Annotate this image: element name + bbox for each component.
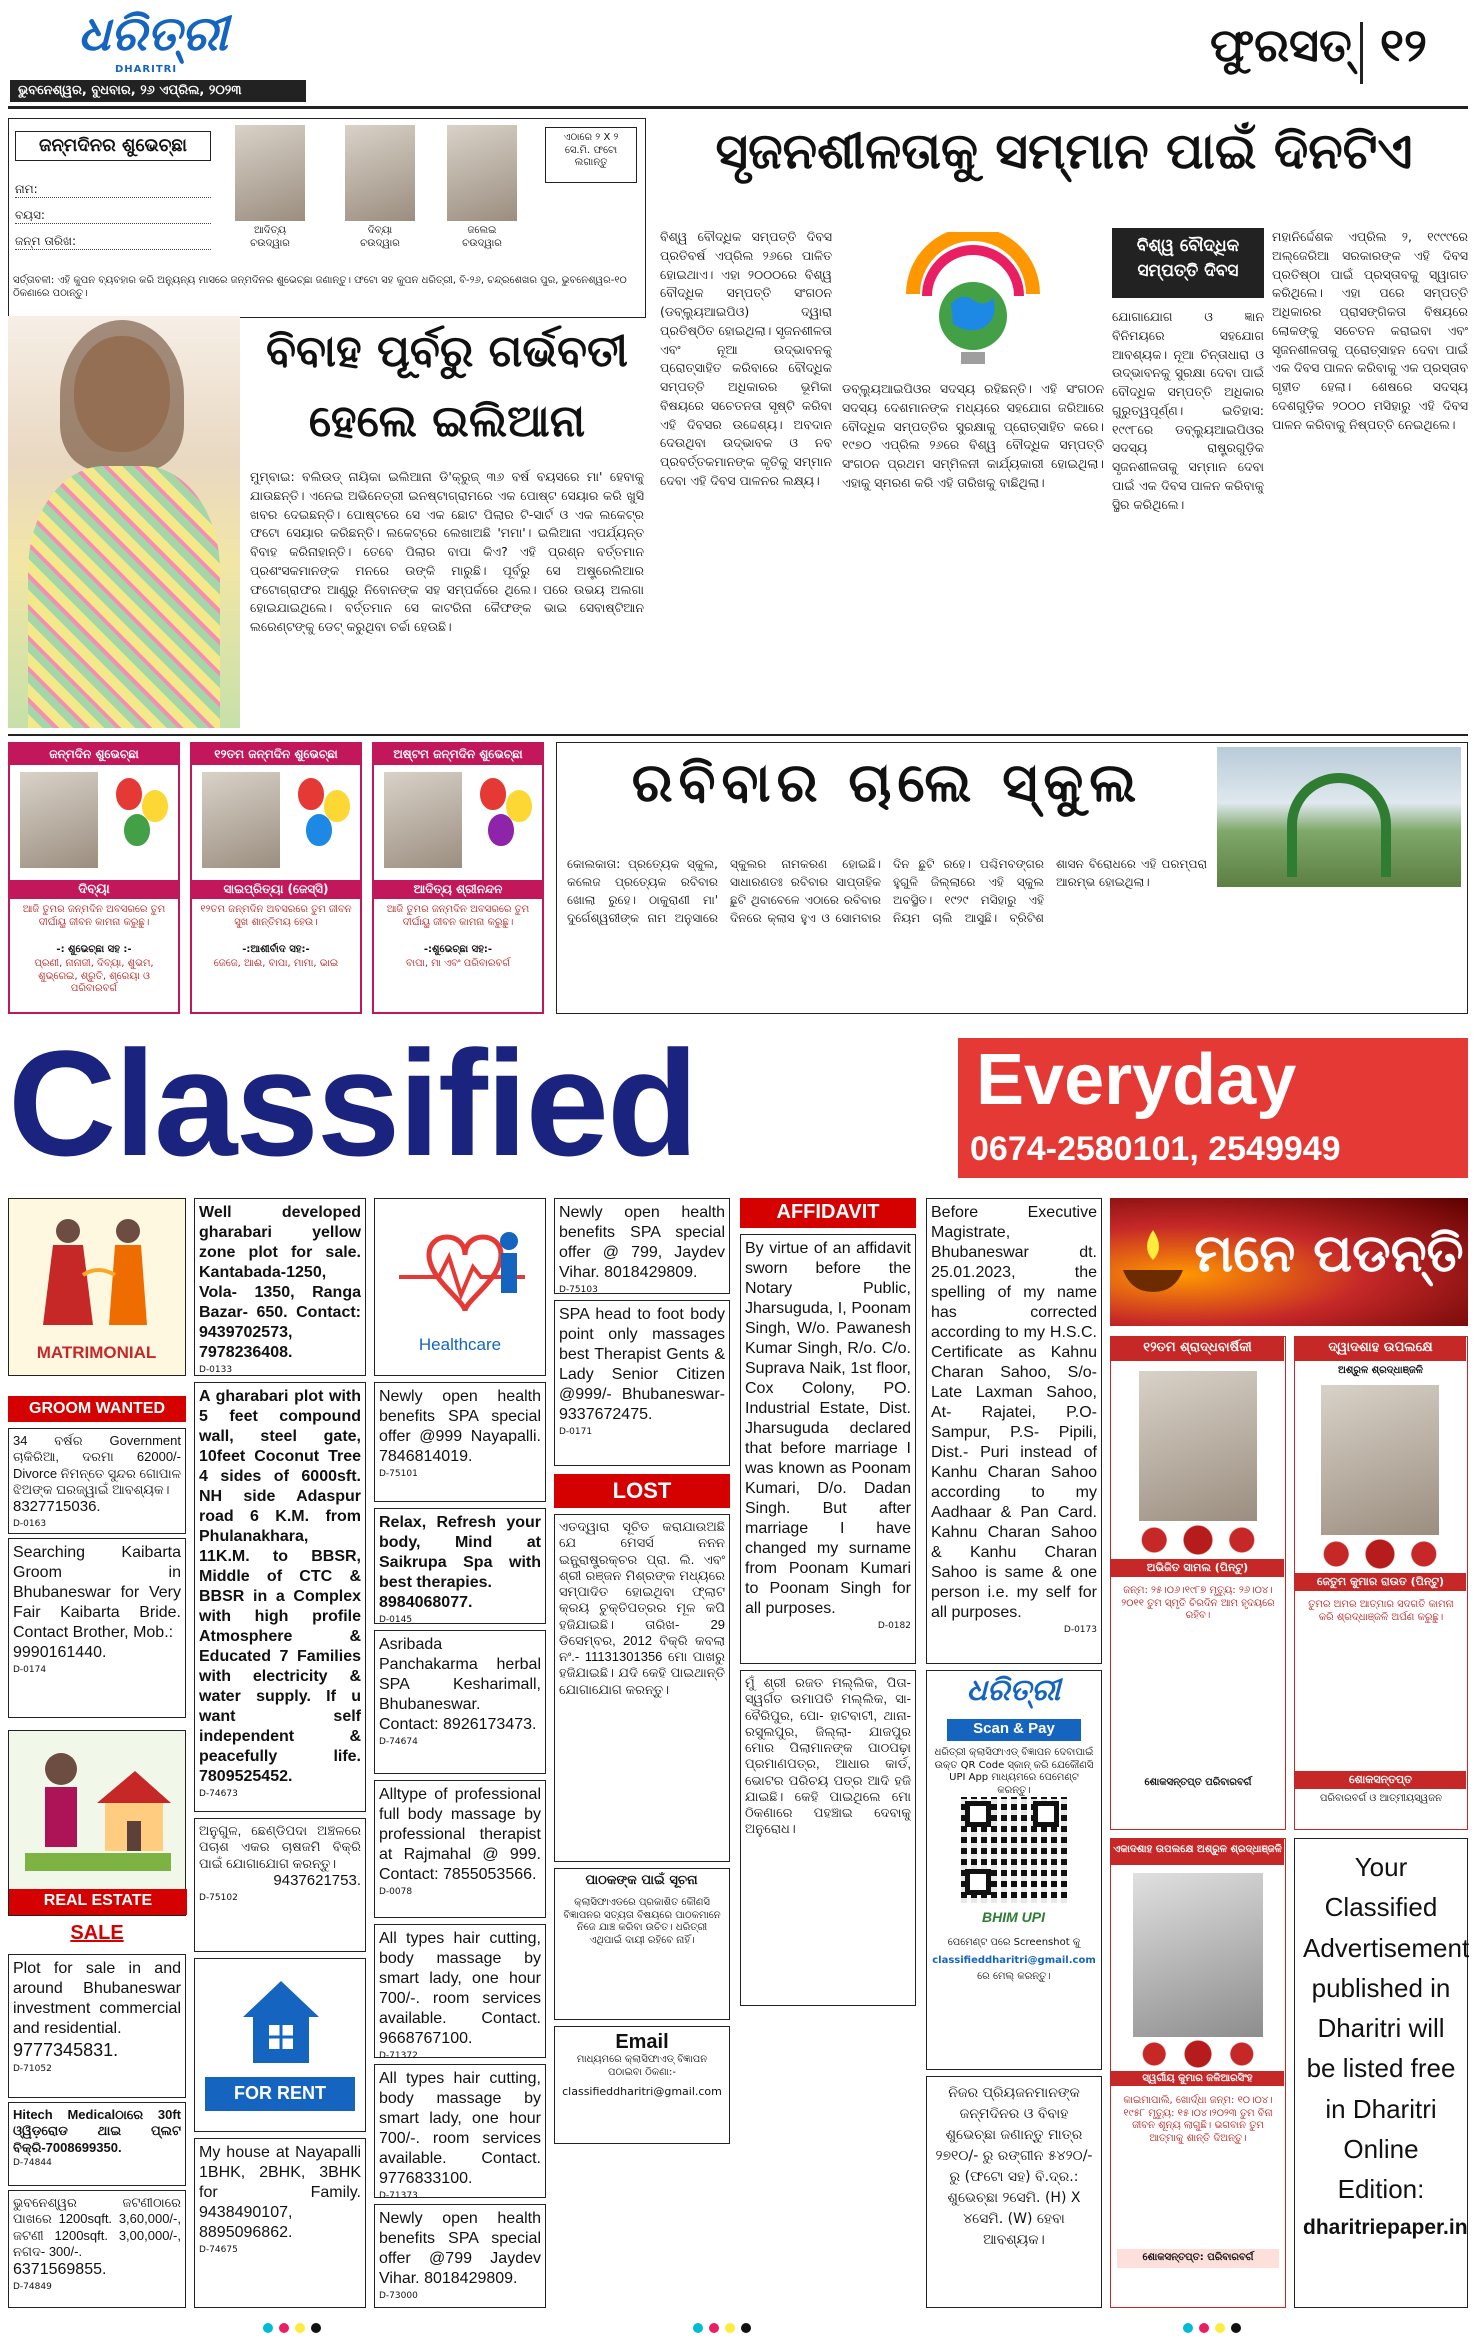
email-title: Email bbox=[615, 2031, 669, 2053]
for-rent-box bbox=[194, 1958, 366, 2132]
kid-name: ଆଦିତ୍ୟ bbox=[254, 225, 286, 236]
ad-code: D-71372 bbox=[379, 2051, 418, 2061]
balloon-icon bbox=[298, 778, 324, 810]
ad-code: D-75103 bbox=[559, 1285, 598, 1295]
card-from-label: -: ଶୁଭେଚ୍ଛା ସହ :- bbox=[56, 944, 132, 955]
classified-title: Classified bbox=[8, 1019, 697, 1187]
ad-text: A gharabari plot with 5 feet compound wall, steel gate, 10feet Coconut Tree 4 sides of 6000sft. NH side Adaspur road 6 K.M. from Phulanakhara, 11K.M. to BBSR, Middle of CTC & BBSR in a Complex with high profile Atmosphere & Educated 7 Families with electricity & water supply. If u want self independent & peacefully life. 7809525452. bbox=[199, 1388, 361, 1785]
ad-text: My house at Nayapalli 1BHK, 2BHK, 3BHK for Family. 9438490107, 8895096862. bbox=[199, 2144, 361, 2241]
ad-text: By virtue of an affidavit sworn before the Notary Public, Jharsuguda, I, Poonam Singh, W/o. Pawanesh Kumar Singh, R/o. C/o. Suprava Naik, 1st floor, Cox Colony, PO. Industrial Estate, Dist. Jharsuguda declared that before marriage I was known as Poonam Kumari, D/o. Dadan Singh. But after marriage I have changed my surname from Poonam Kumari to Poonam Singh for all purposes. bbox=[745, 1240, 911, 1617]
card-photo bbox=[384, 772, 462, 868]
kid-photo bbox=[447, 125, 517, 221]
form-title: ଜନ୍ମଦିନର ଶୁଭେଚ୍ଛା bbox=[15, 131, 211, 161]
card-from: ପ୍ରଣୀ, ନାନାଜୀ, ଦିବ୍ୟା, ଶୁଭମ, ଶୁଭ୍ରେଇ, ଶ୍ରୁତି, ଶ୍ରେୟା ଓ ପରିବାରବର୍ଗ bbox=[34, 958, 154, 994]
section-rule bbox=[8, 734, 1468, 736]
ad-phone: 6371569855. bbox=[13, 2261, 107, 2278]
ad-code: D-0173 bbox=[1063, 1625, 1097, 1635]
card-from: ଜେଜେ, ଆଈ, ବାପା, ମାମା, ଭାଇ bbox=[213, 958, 339, 969]
ad-text: Newly open health benefits SPA special offer @799 Jaydev Vihar. 8018429809. bbox=[379, 2210, 541, 2287]
classified-ad bbox=[194, 1818, 366, 1952]
school-gate-photo bbox=[1217, 747, 1461, 887]
classified-ad bbox=[374, 1924, 546, 2061]
scan-pay-box bbox=[926, 1670, 1102, 2070]
ad-text: 34 ବର୍ଷର Government ଚାକିରିଆ, ଦରମା 62000/- Divorce ନିମନ୍ତେ ସୁନ୍ଦର ଗୋପାଳ ଝିଅଙ୍କ ଘରଜ୍ୱାଇଁ ଆବଶ୍ୟକ। bbox=[13, 1433, 181, 1497]
kid-place: ଚଉଦ୍ୱାର bbox=[360, 238, 400, 249]
card-from-label: -:ଆଶୀର୍ବାଦ ସହ:- bbox=[242, 944, 310, 955]
ad-code: D-0171 bbox=[559, 1427, 593, 1437]
ad-text: Before Executive Magistrate, Bhubaneswar dt. 25.01.2023, the spelling of my name has corrected according to my H.S.C. Certificate as Kahnu Charan Sahoo, S/o- Late Laxman Sahoo, At- Rajatei, P.O- Sampur, P.S- Pipili, Dist.- Puri instead of Kanhu Charan Sahoo according to my Aadhaar & Pan Card. Kahnu Charan Sahoo & Kanhu Charan Sahoo is same & one person i.e. my self for all purposes. bbox=[931, 1204, 1097, 1621]
scan-title: Scan & Pay bbox=[947, 1719, 1081, 1741]
ad-code: D-0182 bbox=[877, 1621, 911, 1631]
card-photo bbox=[202, 772, 280, 868]
ileana-photo bbox=[8, 316, 240, 728]
classified-ad bbox=[374, 1382, 546, 1502]
obituary-card bbox=[1294, 1336, 1468, 1830]
card-message: ୧୨ତମ ଜନ୍ମଦିନ ଅବସରରେ ତୁମ ଜୀବନ ସୁଖ ଶାନ୍ତିମୟ ହେଉ। bbox=[200, 904, 352, 928]
ad-text: Well developed gharabari yellow zone plot for sale. Kantabada-1250, Vola- 1350, Ranga Bazar- 650. Contact: 9439702573, 7978236408. bbox=[199, 1204, 361, 1361]
ad-code: D-0163 bbox=[13, 1518, 47, 1529]
healthcare-box bbox=[374, 1198, 546, 1376]
ad-phone: 9437621753. bbox=[273, 1871, 361, 1889]
ad-code: D-0145 bbox=[379, 1615, 413, 1625]
classified-ad bbox=[194, 1198, 366, 1376]
obituary-card bbox=[1110, 1336, 1286, 1830]
kid-place: ଚଉଦ୍ୱାର bbox=[250, 238, 290, 249]
form-field-dob[interactable]: ଜନ୍ମ ତାରିଖ: bbox=[15, 233, 211, 250]
mane-padanti-title: ମନେ ପଡନ୍ତି bbox=[1194, 1224, 1464, 1284]
obituary-name: ଜେତୁମ କୁମାର ରାଉତ (ପିନ୍ଟୁ) bbox=[1295, 1573, 1466, 1591]
ad-code: D-74675 bbox=[199, 2245, 238, 2255]
kid-photo bbox=[235, 125, 305, 221]
sunday-school-headline: ରବିବାର ଚାଲେ ସ୍କୁଲ bbox=[631, 751, 1143, 814]
ad-text: Asribada Panchakarma herbal SPA Kesharimall, Bhubaneswar. Contact: 8926173473. bbox=[379, 1636, 541, 1733]
balloon-icon bbox=[124, 814, 150, 846]
obituary-from: ଶୋକସନ୍ତପ୍ତ ପରିବାରବର୍ଗ bbox=[1144, 1777, 1252, 1788]
dharitri-logo: ଧରିତ୍ରୀ bbox=[78, 6, 228, 62]
scan-instructions: ଧରିତ୍ରୀ କ୍ଲାସିଫାଏଡ୍ ବିଜ୍ଞାପନ ଦେବାପାଇଁ ଉକ୍ତ QR Code ସ୍କାନ୍ କରି ଯେକୌଣସି UPI App ମାଧ୍ୟମରେ ପେମେଣ୍ଟ କରନ୍ତୁ। bbox=[934, 1747, 1094, 1796]
ip-article-col2: ଡବ୍ଲ୍ୟୁଆଇପିଓର ସଦସ୍ୟ ରହିଛନ୍ତି। ଏହି ସଂଗଠନ ସଦସ୍ୟ ଦେଶମାନଙ୍କ ମଧ୍ୟରେ ସହଯୋଗ ଜରିଆରେ ବୌଦ୍ଧିକ ସମ୍ପତ୍ତିର ସୁରକ୍ଷାକୁ ପ୍ରୋତ୍ସାହିତ କରେ। ୧୯୭୦ ଏପ୍ରିଲ ୨୬ରେ ବିଶ୍ୱ ବୌଦ୍ଧିକ ସମ୍ପତ୍ତି ସଂଗଠନ ପ୍ରଥମ ସମ୍ମିଳନୀ କାର୍ଯ୍ୟକାରୀ ହୋଇଥିଲା। ଏହାକୁ ସ୍ମରଣ କରି ଏହି ତାରିଖକୁ ବାଛିଥିଲା। bbox=[842, 381, 1104, 490]
email-notice bbox=[554, 2026, 730, 2144]
ileana-article: ମୁମ୍ବାଇ: ବଲିଉଡ୍ ନାୟିକା ଇଲିଆନା ଡି'କ୍ରୁଜ୍ ୩୬ ବର୍ଷ ବୟସରେ ମା' ହେବାକୁ ଯାଉଛନ୍ତି। ଏନେଇ ଅଭିନେତ୍ରୀ ଇନଷ୍ଟାଗ୍ରାମରେ ଏକ ପୋଷ୍ଟ ସେୟାର କରି ଖୁସି ଖବର ଦେଇଛନ୍ତି। ପୋଷ୍ଟରେ ସେ ଏକ ଛୋଟ ପିଲାର ଟି-ସାର୍ଟ ଓ ଏକ ଲକେଟ୍‌ର ଫଟୋ ସେୟାର କରିଛନ୍ତି। ଲକେଟ୍‌ରେ ଲେଖାଅଛି 'ମମା'। ଇଲିଆନା ଏପର୍ଯ୍ୟନ୍ତ ବିବାହ କରିନାହାନ୍ତି। ତେବେ ପିଲାର ବାପା କିଏ? ଏହି ପ୍ରଶ୍ନ ବର୍ତ୍ତମାନ ପ୍ରଶଂସକମାନଙ୍କ ମନରେ ଉଙ୍କି ମାରୁଛି। ପୂର୍ବରୁ ସେ ଅଷ୍ଟ୍ରେଲିଆର ଫଟୋଗ୍ରାଫର ଆଣ୍ଡ୍ରୁ ନିବୋନଙ୍କ ସହ ସମ୍ପର୍କରେ ଥିଲେ। ପରେ ଉଭୟ ଅଲଗା ହୋଇଯାଇଥିଲେ। ବର୍ତ୍ତମାନ ସେ କାଟରିନା କୈଫଙ୍କ ଭାଇ ସେବାଷ୍ଟିଆନ ଲରେଣ୍ଟଙ୍କୁ ଡେଟ୍ କରୁଥିବା ଚର୍ଚ୍ଚା ହେଉଛି। bbox=[250, 469, 644, 634]
ad-code: D-0174 bbox=[13, 1665, 47, 1675]
diya-lamp-icon bbox=[1118, 1224, 1188, 1304]
email-address[interactable]: classifieddharitri@gmail.com bbox=[562, 2085, 722, 2098]
ad-phone: 9990161440. bbox=[13, 1644, 107, 1661]
card-photo bbox=[20, 772, 98, 868]
kid-name: ଦିବ୍ୟା bbox=[367, 225, 393, 236]
scan-footer-2: ରେ ମେଲ୍ କରନ୍ତୁ। bbox=[977, 1971, 1051, 1982]
ileana-headline-2: ହେଲେ ଇଲିଆନା bbox=[308, 396, 586, 447]
reader-notice bbox=[554, 1868, 730, 2020]
obituary-subtitle: ଅଶ୍ରୁଳ ଶ୍ରଦ୍ଧାଞ୍ଜଳି bbox=[1338, 1365, 1423, 1376]
classified-ad bbox=[8, 1538, 186, 1718]
card-name: ସାଇପ୍ରିତ୍ୟା (ଜେସ୍ସି) bbox=[192, 880, 360, 899]
ad-text: Plot for sale in and around Bhubaneswar investment commercial and residential. bbox=[13, 1960, 181, 2037]
qr-code[interactable] bbox=[961, 1797, 1067, 1903]
color-registration-marks bbox=[260, 2318, 324, 2337]
masthead bbox=[0, 0, 1476, 110]
ip-article-col1: ବିଶ୍ୱ ବୌଦ୍ଧିକ ସମ୍ପତ୍ତି ଦିବସ ପ୍ରତିବର୍ଷ ଏପ୍ରିଲ ୨୬ରେ ପାଳିତ ହୋଇଥାଏ। ଏହା ୨୦୦୦ରେ ବିଶ୍ୱ ବୌଦ୍ଧିକ ସମ୍ପତ୍ତି ସଂଗଠନ (ଡବ୍ଲ୍ୟୁଆଇପିଓ) ଦ୍ୱାରା ପ୍ରତିଷ୍ଠିତ ହୋଇଥିଲା। ସୃଜନଶୀଳତା ଏବଂ ନୂଆ ଉଦ୍ଭାବନକୁ ପ୍ରୋତ୍ସାହିତ କରିବାରେ ବୌଦ୍ଧିକ ସମ୍ପତ୍ତି ଅଧିକାରର ଭୂମିକା ବିଷୟରେ ସଚେତନତା ସୃଷ୍ଟି କରିବା ଏହି ଦିବସର ଉଦ୍ଦେଶ୍ୟ। ଅବଦାନ ଦେଉଥିବା ଉଦ୍ଭାବକ ଓ ନବ ପ୍ରବର୍ତ୍ତକମାନଙ୍କ କୃତିକୁ ସମ୍ମାନ ଦେବା ଏହି ଦିବସ ପାଳନର ଲକ୍ଷ୍ୟ। bbox=[660, 229, 832, 488]
balloon-icon bbox=[488, 814, 514, 846]
divider bbox=[1360, 22, 1363, 84]
classified-ad bbox=[374, 1780, 546, 1918]
healthcare-label: Healthcare bbox=[418, 1335, 502, 1354]
wedding-couple-icon bbox=[23, 1205, 173, 1335]
obituary-title: ଏକାଦଶାହ ଉପଲକ୍ଷେ ଅଶ୍ରୁଳ ଶ୍ରଦ୍ଧାଞ୍ଜଳି bbox=[1111, 1839, 1284, 1865]
for-rent-label: FOR RENT bbox=[205, 2077, 355, 2111]
ad-text: ଏତଦ୍ୱାରା ସୂଚିତ କରାଯାଉଅଛି ଯେ ମେସର୍ସ ନନନ ଇନ୍ଫ୍ରାଷ୍ଟ୍ରକ୍ଚର ପ୍ରା. ଲି. ଏବଂ ଶ୍ରୀ ରଞ୍ଜନ ମିଶ୍ରଙ୍କ ମଧ୍ୟରେ ସମ୍ପାଦିତ ହୋଇଥିବା ଫ୍ଲାଟ କ୍ରୟ ଚୁକ୍ତିପତ୍ରର ମୂଳ କପି ହଜିଯାଇଛି। ତାରିଖ- 29 ଡିସେମ୍ବର, 2012 ବିକ୍ରି କବଲା ନଂ.- 11131301356 ମୋ ପାଖରୁ ହଜିଯାଇଛି। ଯଦି କେହି ପାଇଥାନ୍ତି ଯୋଗାଯୋଗ କରନ୍ତୁ। bbox=[559, 1519, 725, 1697]
card-from: ବାପା, ମା ଏବଂ ପରିବାରବର୍ଗ bbox=[406, 958, 510, 969]
kid-place: ଚଉଦ୍ୱାର bbox=[462, 238, 502, 249]
ad-text: SPA head to foot body point only massages best Therapist Gents & Lady Senior Citizen @999/- Bhubaneswar- 9337672475. bbox=[559, 1306, 725, 1423]
card-message: ଆଜି ତୁମର ଜନ୍ମଦିନ ଅବସରରେ ତୁମ ଦୀର୍ଘାୟୁ ଜୀବନ କାମନା କରୁଛୁ। bbox=[22, 904, 166, 928]
notice-title: ପାଠକଙ୍କ ପାଇଁ ସୂଚନା bbox=[585, 1873, 698, 1888]
ad-phone: 8984068077. bbox=[379, 1594, 473, 1611]
birthday-card bbox=[8, 742, 180, 1014]
ad-code: D-75102 bbox=[199, 1892, 238, 1903]
ad-text: ମୁଁ ଶ୍ରୀ ରଜତ ମଲ୍ଲିକ, ପିତା- ସ୍ୱର୍ଗତ ଉମାପତି ମଲ୍ଲିକ, ସା- ବୈରିପୁର, ପୋ- ହାଟବାଟୀ, ଥାନା- ରସୁଲପୁର, ଜିଲ୍ଲା- ଯାଜପୁର ମୋର ପିଲାମାନଙ୍କ ପାଠପଢ଼ା ପ୍ରମାଣପତ୍ର, ଆଧାର କାର୍ଡ, ଭୋଟର ପରିଚୟ ପତ୍ର ଆଦି ହଜି ଯାଇଛି। କେହି ପାଇଥିଲେ ମୋ ଠିକଣାରେ ପହଞ୍ଚାଇ ଦେବାକୁ ଅନୁରୋଧ। bbox=[745, 1675, 911, 1837]
obituary-from: ପରିବାରବର୍ଗ ଓ ଆତ୍ମୀୟସ୍ୱଜନ bbox=[1319, 1793, 1443, 1804]
birthday-card bbox=[372, 742, 544, 1014]
ad-code: D-0078 bbox=[379, 1887, 413, 1897]
card-title: ଜନ୍ମଦିନ ଶୁଭେଚ୍ଛା bbox=[10, 744, 178, 765]
online-website[interactable]: dharitriepaper.in bbox=[1303, 2215, 1468, 2239]
classified-ad bbox=[8, 1428, 186, 1534]
groom-wanted-title: GROOM WANTED bbox=[8, 1396, 186, 1422]
classified-ad bbox=[374, 1630, 546, 1774]
birthday-form bbox=[8, 118, 646, 318]
obituary-name: ସ୍ୱର୍ଗୀୟ କୁମାର ଜଳିଆରସିଂହ bbox=[1111, 2071, 1284, 2086]
card-title: ଅଷ୍ଟମ ଜନ୍ମଦିନ ଶୁଭେଚ୍ଛା bbox=[374, 744, 542, 765]
rose-icon bbox=[1125, 1523, 1271, 1557]
form-terms: ସର୍ତ୍ତାବଳୀ: ଏହି କୁପନ ବ୍ୟବହାର କରି ଅନ୍ୟୁନ୍ୟ ମାସରେ ଜନ୍ମଦିନର ଶୁଭେଚ୍ଛା ଜଣାନ୍ତୁ। ଫଟୋ ସହ କୁପନ ଧରିତ୍ରୀ, ବି-୨୬, ଚନ୍ଦ୍ରଶେଖର ପୁର, ଭୁବନେଶ୍ୱର-୧୦ ଠିକଣାରେ ପଠାନ୍ତୁ। bbox=[13, 275, 627, 299]
scan-email[interactable]: classifieddharitri@gmail.com bbox=[932, 1955, 1096, 1966]
online-notice-text: Your Classified Advertisement published in Dharitri will be listed free in Dharitri Online Edition: bbox=[1303, 1852, 1470, 2205]
card-title: ୧୨ତମ ଜନ୍ମଦିନ ଶୁଭେଚ୍ଛା bbox=[192, 744, 360, 765]
lost-title: LOST bbox=[554, 1474, 730, 1508]
ad-text: Newly open health benefits SPA special offer @ 799, Jaydev Vihar. 8018429809. bbox=[559, 1204, 725, 1281]
main-headline: ସୃଜନଶୀଳତାକୁ ସମ୍ମାନ ପାଇଁ ଦିନଟିଏ bbox=[715, 122, 1413, 180]
rate-text: ନିଜର ପ୍ରିୟଜନମାନଙ୍କ ଜନ୍ମଦିନର ଓ ବିବାହ ଶୁଭେଚ୍ଛା ଜଣାନ୍ତୁ ମାତ୍ର ୨୭୧୦/- ରୁ ରଙ୍ଗୀନ ୫୪୨୦/- ରୁ (ଫଟୋ ସହ) ବି.ଦ୍ର.: ଶୁଭେଚ୍ଛା ୨ସେମି. (H) X ୪ସେମି. (W) ହେବା ଆବଶ୍ୟକ। bbox=[935, 2085, 1093, 2248]
rate-notice bbox=[926, 2076, 1102, 2308]
bhim-upi-logo: BHIM UPI bbox=[982, 1909, 1045, 1925]
ad-code: D-71052 bbox=[13, 2063, 52, 2074]
section-title: ଫୁରସତ୍ bbox=[1210, 18, 1352, 72]
obituary-body: କାଇମାପାଲି, ଖୋର୍ଦ୍ଧା ଜନ୍ମ: ୧୦।୦୪।୧୯୫୮ ମୃତ୍ୟୁ: ୧୫।୦୪।୨୦୨୩ ତୁମ ବିନା ଜୀବନ ଶୂନ୍ୟ ଲାଗୁଛି। ଭଗବାନ ତୁମ ଆତ୍ମାକୁ ଶାନ୍ତି ଦିଅନ୍ତୁ। bbox=[1123, 2095, 1273, 2144]
balloon-icon bbox=[116, 778, 142, 810]
notice-body: କ୍ଲାସିଫାଏଡରେ ପ୍ରକାଶିତ କୌଣସି ବିଜ୍ଞାପନର ସତ୍ୟତା ବିଷୟରେ ପାଠକମାନେ ନିଜେ ଯାଞ୍ଚ କରିବା ଉଚିତ। ଧରିତ୍ରୀ ଏଥିପାଇଁ ଦାୟୀ ରହିବେ ନାହିଁ। bbox=[563, 1897, 721, 1946]
classified-ad bbox=[554, 1300, 730, 1466]
affidavit-title: AFFIDAVIT bbox=[740, 1198, 916, 1228]
scan-footer: ପେମେଣ୍ଟ ପରେ Screenshot କୁ bbox=[947, 1937, 1081, 1948]
ad-code: D-0133 bbox=[199, 1365, 233, 1375]
ileana-headline-1: ବିବାହ ପୂର୍ବରୁ ଗର୍ଭବତୀ bbox=[266, 326, 628, 377]
kid-photo bbox=[345, 125, 415, 221]
email-instructions: ମାଧ୍ୟମରେ କ୍ଲାସିଫାଏଡ୍ ବିଜ୍ଞାପନ ପଠାଇବା ଠିକଣା:- bbox=[576, 2054, 708, 2078]
classified-ad bbox=[8, 1954, 186, 2098]
mane-padanti-banner bbox=[1110, 1198, 1468, 1326]
classified-ad bbox=[8, 2102, 186, 2186]
real-estate-box bbox=[8, 1730, 186, 1916]
ad-code: D-71373 bbox=[379, 2191, 418, 2201]
ad-code: D-74673 bbox=[199, 1789, 238, 1799]
obituary-photo bbox=[1321, 1385, 1439, 1535]
everyday-title: Everyday bbox=[976, 1040, 1297, 1120]
classified-ad bbox=[740, 1234, 916, 1664]
ad-code: D-74674 bbox=[379, 1737, 418, 1747]
heart-pulse-icon bbox=[389, 1215, 535, 1325]
dharitri-logo-en: DHARITRI bbox=[115, 64, 178, 75]
ad-text: ଭୁବନେଶ୍ୱର ଜଟଣୀଠାରେ ପାଖରେ 1200sqft. 3,60,000/-, ଜଟଣୀ 1200sqft. 3,00,000/-, ନଗଦ- 300/-. bbox=[13, 2195, 181, 2259]
classified-ad bbox=[8, 2190, 186, 2308]
ip-article-col3: ଯୋଗାଯୋଗ ଓ ଜ୍ଞାନ ବିନିମୟରେ ସହଯୋଗ ଆବଶ୍ୟକ। ନୂଆ ଚିନ୍ତାଧାରା ଓ ଉଦ୍ଭାବନକୁ ସୁରକ୍ଷା ଦେବା ପାଇଁ ବୌଦ୍ଧିକ ସମ୍ପତ୍ତି ଅଧିକାର ଗୁରୁତ୍ୱପୂର୍ଣ୍ଣ। ଇତିହାସ: ୧୯୯୮ରେ ଡବ୍ଲ୍ୟୁଆଇପିଓର ସଦସ୍ୟ ରାଷ୍ଟ୍ରଗୁଡ଼ିକ ସୃଜନଶୀଳତାକୁ ସମ୍ମାନ ଦେବା ପାଇଁ ଏକ ଦିବସ ପାଳନ କରିବାକୁ ସ୍ଥିର କରିଥିଲେ। bbox=[1112, 309, 1264, 512]
ad-phone: 8327715036. bbox=[13, 1498, 101, 1515]
ip-article-col4: ମହାନିର୍ଦ୍ଦେଶକ ଏପ୍ରିଲ ୨, ୧୯୯୯ରେ ଅଲ୍ଜେରିଆ ସରକାରଙ୍କ ଏହି ଦିବସ ପ୍ରତିଷ୍ଠା ପାଇଁ ପ୍ରସ୍ତାବକୁ ସ୍ୱାଗତ କରିଥିଲେ। ଏହା ପରେ ସମ୍ପତ୍ତି ଅଧିକାରର ପ୍ରାସଙ୍ଗିକତା ବିଷୟରେ ଲୋକଙ୍କୁ ସଚେତନ କରାଇବା ଏବଂ ସୃଜନଶୀଳତାକୁ ପ୍ରୋତ୍ସାହନ ଦେବା ପାଇଁ ଏକ ଦିବସ ପାଳନ କରିବାକୁ ଏକ ପ୍ରସ୍ତାବ ଗୃହୀତ ହେଲା। ଶେଷରେ ସଦସ୍ୟ ଦେଶଗୁଡ଼ିକ ୨୦୦୦ ମସିହାରୁ ଏହି ଦିବସ ପାଳନ କରିବାକୁ ନିଷ୍ପତ୍ତି ନେଇଥିଲେ। bbox=[1272, 229, 1468, 432]
classified-online-notice bbox=[1294, 1838, 1468, 2308]
card-name: ଆଦିତ୍ୟ ଶ୍ରୀନନ୍ଦନ bbox=[374, 880, 542, 899]
ad-code: D-74844 bbox=[13, 2157, 52, 2168]
birthday-card bbox=[190, 742, 362, 1014]
obituary-from-label: ଶୋକସନ୍ତପ୍ତ bbox=[1295, 1771, 1466, 1789]
obituary-body: ତୁମର ଅମର ଆତ୍ମାର ସଦଗତି କାମନା କରି ଶ୍ରଦ୍ଧାଞ୍ଜଳି ଅର୍ପଣ କରୁଛୁ। bbox=[1308, 1599, 1454, 1623]
masthead-rule bbox=[8, 106, 1468, 109]
rose-icon bbox=[1125, 2039, 1271, 2069]
ad-code: D-73000 bbox=[379, 2291, 418, 2301]
obituary-body: ଜନ୍ମ: ୨୫।୦୬।୧୯୮୭ ମୃତ୍ୟୁ: ୨୬।୦୪।୨୦୧୧ ତୁମ ସ୍ମୃତି ଚିରଦିନ ଆମ ହୃଦୟରେ ରହିବ। bbox=[1121, 1585, 1275, 1621]
obituary-title: ଦ୍ୱାଦଶାହ ଉପଲକ୍ଷେ bbox=[1295, 1337, 1466, 1361]
ad-text: All types hair cutting, body massage by smart lady, one hour 700/-. room services available. Contact. 9668767100. bbox=[379, 1930, 541, 2047]
obituary-photo bbox=[1133, 1873, 1263, 2037]
obituary-title: ୧୨ତମ ଶ୍ରାଦ୍ଧବାର୍ଷିକୀ bbox=[1111, 1337, 1284, 1361]
balloon-icon bbox=[306, 814, 332, 846]
house-agent-icon bbox=[25, 1741, 171, 1881]
photo-placeholder[interactable]: ଏଠାରେ ୨ X ୨ ସେ.ମି. ଫଟୋ ଲଗାନ୍ତୁ bbox=[545, 127, 637, 183]
ad-code: D-75101 bbox=[379, 1469, 418, 1479]
ad-text: Newly open health benefits SPA special offer @999 Nayapalli. 7846814019. bbox=[379, 1388, 541, 1465]
ip-day-label: ବିଶ୍ୱ ବୌଦ୍ଧିକ ସମ୍ପତ୍ତି ଦିବସ bbox=[1112, 228, 1264, 298]
obituary-card bbox=[1110, 1838, 1286, 2308]
ip-day-graphic bbox=[842, 232, 1104, 372]
ad-text: ଅନୁଗୁଳ, ଛେଣ୍ଡିପଦା ଅଞ୍ଚଳରେ ପଚାଶ ଏକର ଚାଷଜମି ବିକ୍ରି ପାଇଁ ଯୋଗାଯୋଗ କରନ୍ତୁ। bbox=[199, 1823, 361, 1871]
color-registration-marks bbox=[690, 2318, 754, 2337]
classified-ad bbox=[554, 1198, 730, 1294]
classified-banner bbox=[8, 1019, 1468, 1188]
card-from-label: -:ଶୁଭେଚ୍ଛା ସହ:- bbox=[423, 944, 493, 955]
card-message: ଆଜି ତୁମର ଜନ୍ମଦିନ ଅବସରରେ ତୁମ ଦୀର୍ଘାୟୁ ଜୀବନ କାମନା କରୁଛୁ। bbox=[386, 904, 530, 928]
rose-icon bbox=[1307, 1537, 1453, 1571]
ad-text: Hitech Medicalଠାରେ 30ft ଓ୍ୱିଡ଼ରୋଡ ଥାଇ ପ୍ଲଟ ବିକ୍ରି-7008699350. bbox=[13, 2107, 181, 2155]
sale-title: SALE bbox=[70, 1922, 124, 1944]
dateline: ଭୁବନେଶ୍ୱର, ବୁଧବାର, ୨୬ ଏପ୍ରିଲ, ୨୦୨୩ bbox=[10, 80, 306, 102]
classified-ad bbox=[554, 1514, 730, 1862]
obituary-name: ଅଭିଜିତ ସାମଲ (ପିନ୍ଟୁ) bbox=[1111, 1559, 1284, 1577]
scan-logo: ଧରିତ୍ରୀ bbox=[966, 1673, 1061, 1708]
ad-text: Searching Kaibarta Groom in Bhubaneswar for Very Fair Kaibarta Bride. Contact Brother, Mob.: bbox=[13, 1544, 181, 1641]
balloon-icon bbox=[324, 790, 350, 822]
real-estate-label: REAL ESTATE bbox=[9, 1889, 187, 1915]
ad-text: Relax, Refresh your body, Mind at Saikrupa Spa with best therapies. bbox=[379, 1514, 541, 1591]
balloon-icon bbox=[142, 790, 168, 822]
ad-code: D-74849 bbox=[13, 2282, 52, 2292]
classified-ad bbox=[374, 2064, 546, 2201]
form-field-age[interactable]: ବୟସ: bbox=[15, 207, 211, 224]
ad-text: All types hair cutting, body massage by smart lady, one hour 700/-. room services available. Contact. 9776833100. bbox=[379, 2070, 541, 2187]
sunday-school-article bbox=[556, 742, 1468, 1014]
house-icon bbox=[241, 1977, 321, 2067]
ad-phone: 9777345831. bbox=[13, 2040, 119, 2060]
obituary-from: ଶୋକସନ୍ତପ୍ତ: ପରିବାରବର୍ଗ bbox=[1117, 2249, 1279, 2268]
classified-ad bbox=[926, 1198, 1102, 1664]
matrimonial-label: MATRIMONIAL bbox=[36, 1343, 157, 1362]
card-name: ଦିବ୍ୟା bbox=[10, 880, 178, 899]
classified-ad bbox=[194, 2138, 366, 2308]
lightbulb-globe-icon bbox=[842, 232, 1104, 372]
form-field-name[interactable]: ନାମ: bbox=[15, 181, 211, 198]
classified-phones: 0674-2580101, 2549949 bbox=[970, 1130, 1341, 1168]
lost-notice bbox=[740, 1670, 916, 2006]
color-registration-marks bbox=[1180, 2318, 1244, 2337]
page-number: ୧୨ bbox=[1380, 18, 1427, 72]
ad-text: Alltype of professional full body massage by professional therapist at Rajmahal @ 999. Contact: 7855053566. bbox=[379, 1786, 541, 1883]
obituary-photo bbox=[1139, 1371, 1257, 1521]
balloon-icon bbox=[506, 790, 532, 822]
sunday-school-body: କୋଲକାତା: ପ୍ରତ୍ୟେକ ସ୍କୁଲ, କଲେଜ ପ୍ରତ୍ୟେକ ରବିବାର ଖୋଲା ରୁହେ। ଠାକୁରାଣୀ ମା' ଦୁର୍ଗେଶ୍ୱରୀଙ୍କ ନାମ ଅନୁସାରେ ସ୍କୁଲର ନାମକରଣ ହୋଇଛି। ସାଧାରଣତଃ ରବିବାର ସାପ୍ତାହିକ ଛୁଟି ଥିବାବେଳେ ଏଠାରେ ରବିବାର ଦିନରେ କ୍ଲାସ ହୁଏ ଓ ସୋମବାର ଦିନ ଛୁଟି ରହେ। ପଶ୍ଚିମବଙ୍ଗର ହୁଗୁଳି ଜିଲ୍ଲାରେ ଏହି ସ୍କୁଲ ଅବସ୍ଥିତ। ୧୯୨୯ ମସିହାରୁ ଏହି ନିୟମ ଚାଲି ଆସୁଛି। ବ୍ରିଟିଶ ଶାସନ ବିରୋଧରେ ଏହି ପରମ୍ପରା ଆରମ୍ଭ ହୋଇଥିଲା। bbox=[567, 857, 1207, 925]
matrimonial-box bbox=[8, 1198, 186, 1376]
classified-ad bbox=[374, 2204, 546, 2308]
kid-name: ଜଲେଇ bbox=[467, 225, 497, 236]
classified-ad bbox=[374, 1508, 546, 1624]
classified-ad bbox=[194, 1382, 366, 1812]
balloon-icon bbox=[480, 778, 506, 810]
